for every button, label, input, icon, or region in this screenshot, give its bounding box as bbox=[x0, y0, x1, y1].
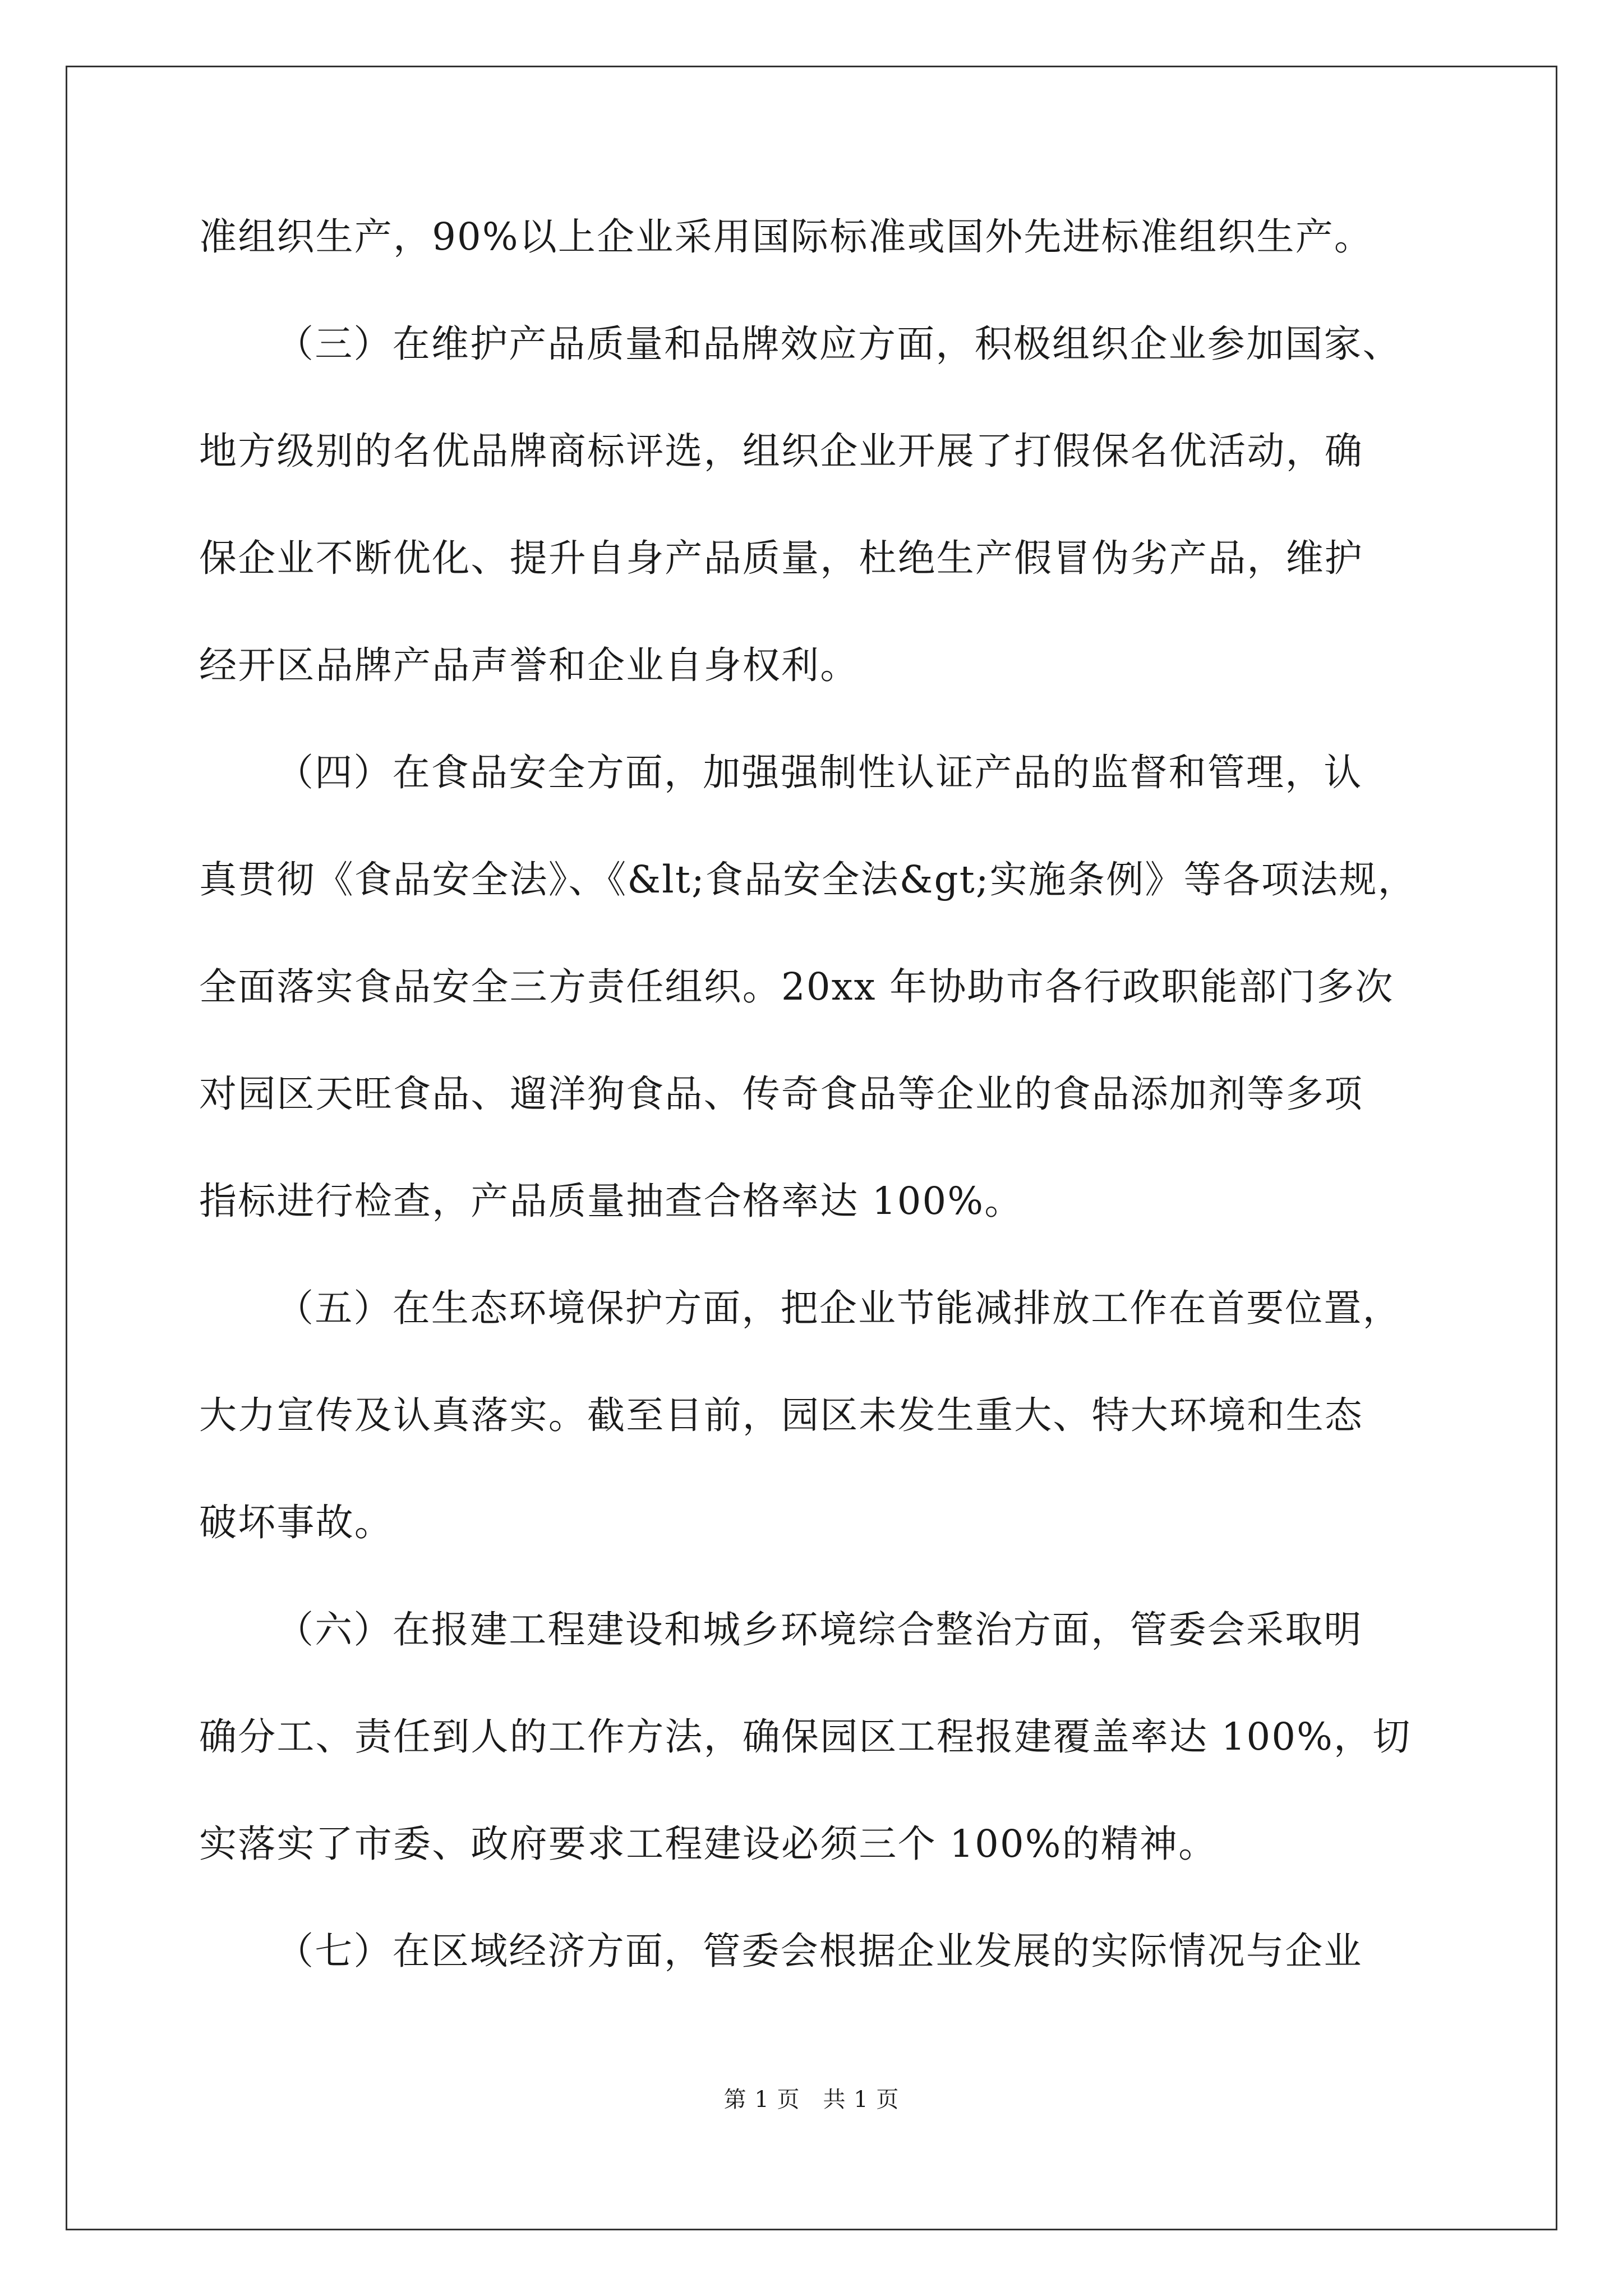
text-line: 准组织生产，90%以上企业采用国际标准或国外先进标准组织生产。 bbox=[199, 215, 1373, 259]
paragraph-5-start: （五）在生态环境保护方面，把企业节能减排放工作在首要位置， bbox=[276, 1286, 1401, 1330]
text-line: 保企业不断优化、提升自身产品质量，杜绝生产假冒伪劣产品，维护 bbox=[199, 536, 1363, 580]
page-footer: 第 1 页 共 1 页 bbox=[723, 2087, 900, 2113]
text-line: 指标进行检查，产品质量抽查合格率达 100%。 bbox=[199, 1179, 1023, 1223]
text-line: 经开区品牌产品声誉和企业自身权利。 bbox=[199, 643, 859, 687]
text-line: 真贯彻《食品安全法》、《&lt;食品安全法&gt;实施条例》等各项法规， bbox=[199, 858, 1417, 901]
paragraph-7-start: （七）在区域经济方面，管委会根据企业发展的实际情况与企业 bbox=[276, 1929, 1363, 1973]
text-line: 破坏事故。 bbox=[199, 1501, 393, 1544]
text-line: 地方级别的名优品牌商标评选，组织企业开展了打假保名优活动，确 bbox=[199, 429, 1363, 473]
text-line: 大力宣传及认真落实。截至目前，园区未发生重大、特大环境和生态 bbox=[199, 1393, 1363, 1437]
text-line: 确分工、责任到人的工作方法，确保园区工程报建覆盖率达 100%，切 bbox=[199, 1715, 1412, 1759]
paragraph-6-start: （六）在报建工程建设和城乡环境综合整治方面，管委会采取明 bbox=[276, 1608, 1363, 1651]
text-line: 实落实了市委、政府要求工程建设必须三个 100%的精神。 bbox=[199, 1822, 1218, 1866]
paragraph-4-start: （四）在食品安全方面，加强强制性认证产品的监督和管理，认 bbox=[276, 751, 1363, 794]
document-body bbox=[199, 210, 1433, 2032]
text-line: 全面落实食品安全三方责任组织。20xx 年协助市各行政职能部门多次 bbox=[199, 965, 1394, 1009]
text-line: 对园区天旺食品、遛洋狗食品、传奇食品等企业的食品添加剂等多项 bbox=[199, 1072, 1363, 1116]
paragraph-3-start: （三）在维护产品质量和品牌效应方面，积极组织企业参加国家、 bbox=[276, 322, 1401, 366]
